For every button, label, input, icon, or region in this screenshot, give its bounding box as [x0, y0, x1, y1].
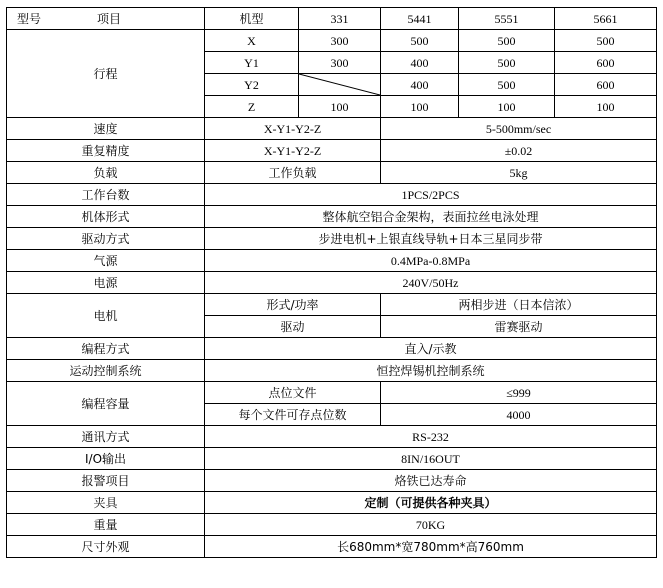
alarm-label: 报警项目	[7, 470, 205, 492]
diagonal-line	[299, 74, 380, 95]
io-label: I/O输出	[7, 448, 205, 470]
drive-value: 步进电机+上银直线导轨+日本三星同步带	[205, 228, 657, 250]
weight-label: 重量	[7, 514, 205, 536]
travel-value: 600	[555, 74, 657, 96]
fixture-row	[7, 492, 657, 514]
precision-row	[7, 140, 657, 162]
air-value: 0.4MPa-0.8MPa	[205, 250, 657, 272]
fixture-label: 夹具	[7, 492, 205, 514]
worktable-value: 1PCS/2PCS	[205, 184, 657, 206]
not-applicable-cell	[299, 74, 381, 96]
power-label: 电源	[7, 272, 205, 294]
size-label: 尺寸外观	[7, 536, 205, 558]
travel-value: 500	[459, 52, 555, 74]
model-5441: 5441	[381, 8, 459, 30]
programming-row	[7, 338, 657, 360]
load-sub-label: 工作负载	[205, 162, 381, 184]
comm-label: 通讯方式	[7, 426, 205, 448]
travel-value: 400	[381, 74, 459, 96]
machine-label: 机型	[205, 8, 299, 30]
travel-value: 600	[555, 52, 657, 74]
speed-label: 速度	[7, 118, 205, 140]
travel-value: 100	[381, 96, 459, 118]
item-label: 项目	[97, 11, 122, 26]
motor-driver-value: 雷赛驱动	[381, 316, 657, 338]
header-corner	[7, 8, 205, 30]
header-row	[7, 8, 657, 30]
capacity-files-label: 点位文件	[205, 382, 381, 404]
motor-label: 电机	[7, 294, 205, 338]
programming-value: 直入/示教	[205, 338, 657, 360]
motor-form-value: 两相步进（日本信浓）	[381, 294, 657, 316]
load-value: 5kg	[381, 162, 657, 184]
motor-form-label: 形式/功率	[205, 294, 381, 316]
precision-label: 重复精度	[7, 140, 205, 162]
travel-value: 100	[459, 96, 555, 118]
capacity-row-files	[7, 382, 657, 404]
model-5661: 5661	[555, 8, 657, 30]
power-value: 240V/50Hz	[205, 272, 657, 294]
motion-row	[7, 360, 657, 382]
drive-label: 驱动方式	[7, 228, 205, 250]
motion-label: 运动控制系统	[7, 360, 205, 382]
weight-value: 70KG	[205, 514, 657, 536]
io-value: 8IN/16OUT	[205, 448, 657, 470]
precision-value: ±0.02	[381, 140, 657, 162]
size-row	[7, 536, 657, 558]
alarm-row	[7, 470, 657, 492]
capacity-files-value: ≤999	[381, 382, 657, 404]
travel-axis: X	[205, 30, 299, 52]
travel-axis: Y2	[205, 74, 299, 96]
speed-axes: X-Y1-Y2-Z	[205, 118, 381, 140]
capacity-points-label: 每个文件可存点位数	[205, 404, 381, 426]
travel-value: 300	[299, 52, 381, 74]
air-label: 气源	[7, 250, 205, 272]
programming-label: 编程方式	[7, 338, 205, 360]
worktable-row	[7, 184, 657, 206]
travel-value: 500	[381, 30, 459, 52]
travel-value: 500	[459, 30, 555, 52]
capacity-label: 编程容量	[7, 382, 205, 426]
motion-value: 恒控焊锡机控制系统	[205, 360, 657, 382]
motor-driver-label: 驱动	[205, 316, 381, 338]
travel-value: 300	[299, 30, 381, 52]
load-label: 负载	[7, 162, 205, 184]
motor-row-form	[7, 294, 657, 316]
alarm-value: 烙铁已达寿命	[205, 470, 657, 492]
speed-row	[7, 118, 657, 140]
fixture-value: 定制（可提供各种夹具）	[205, 492, 657, 514]
travel-value: 500	[459, 74, 555, 96]
worktable-label: 工作台数	[7, 184, 205, 206]
power-row	[7, 272, 657, 294]
load-row	[7, 162, 657, 184]
travel-value: 500	[555, 30, 657, 52]
model-5551: 5551	[459, 8, 555, 30]
io-row	[7, 448, 657, 470]
travel-axis: Z	[205, 96, 299, 118]
model-label: 型号	[17, 11, 42, 26]
travel-value: 100	[555, 96, 657, 118]
travel-value: 100	[299, 96, 381, 118]
comm-value: RS-232	[205, 426, 657, 448]
spec-table	[6, 7, 657, 558]
capacity-points-value: 4000	[381, 404, 657, 426]
precision-axes: X-Y1-Y2-Z	[205, 140, 381, 162]
body-label: 机体形式	[7, 206, 205, 228]
drive-row	[7, 228, 657, 250]
travel-axis: Y1	[205, 52, 299, 74]
model-331: 331	[299, 8, 381, 30]
travel-row-x	[7, 30, 657, 52]
air-row	[7, 250, 657, 272]
travel-label: 行程	[7, 30, 205, 118]
weight-row	[7, 514, 657, 536]
body-row	[7, 206, 657, 228]
body-value: 整体航空铝合金架构，表面拉丝电泳处理	[205, 206, 657, 228]
travel-value: 400	[381, 52, 459, 74]
size-value: 长680mm*宽780mm*高760mm	[205, 536, 657, 558]
comm-row	[7, 426, 657, 448]
speed-value: 5-500mm/sec	[381, 118, 657, 140]
